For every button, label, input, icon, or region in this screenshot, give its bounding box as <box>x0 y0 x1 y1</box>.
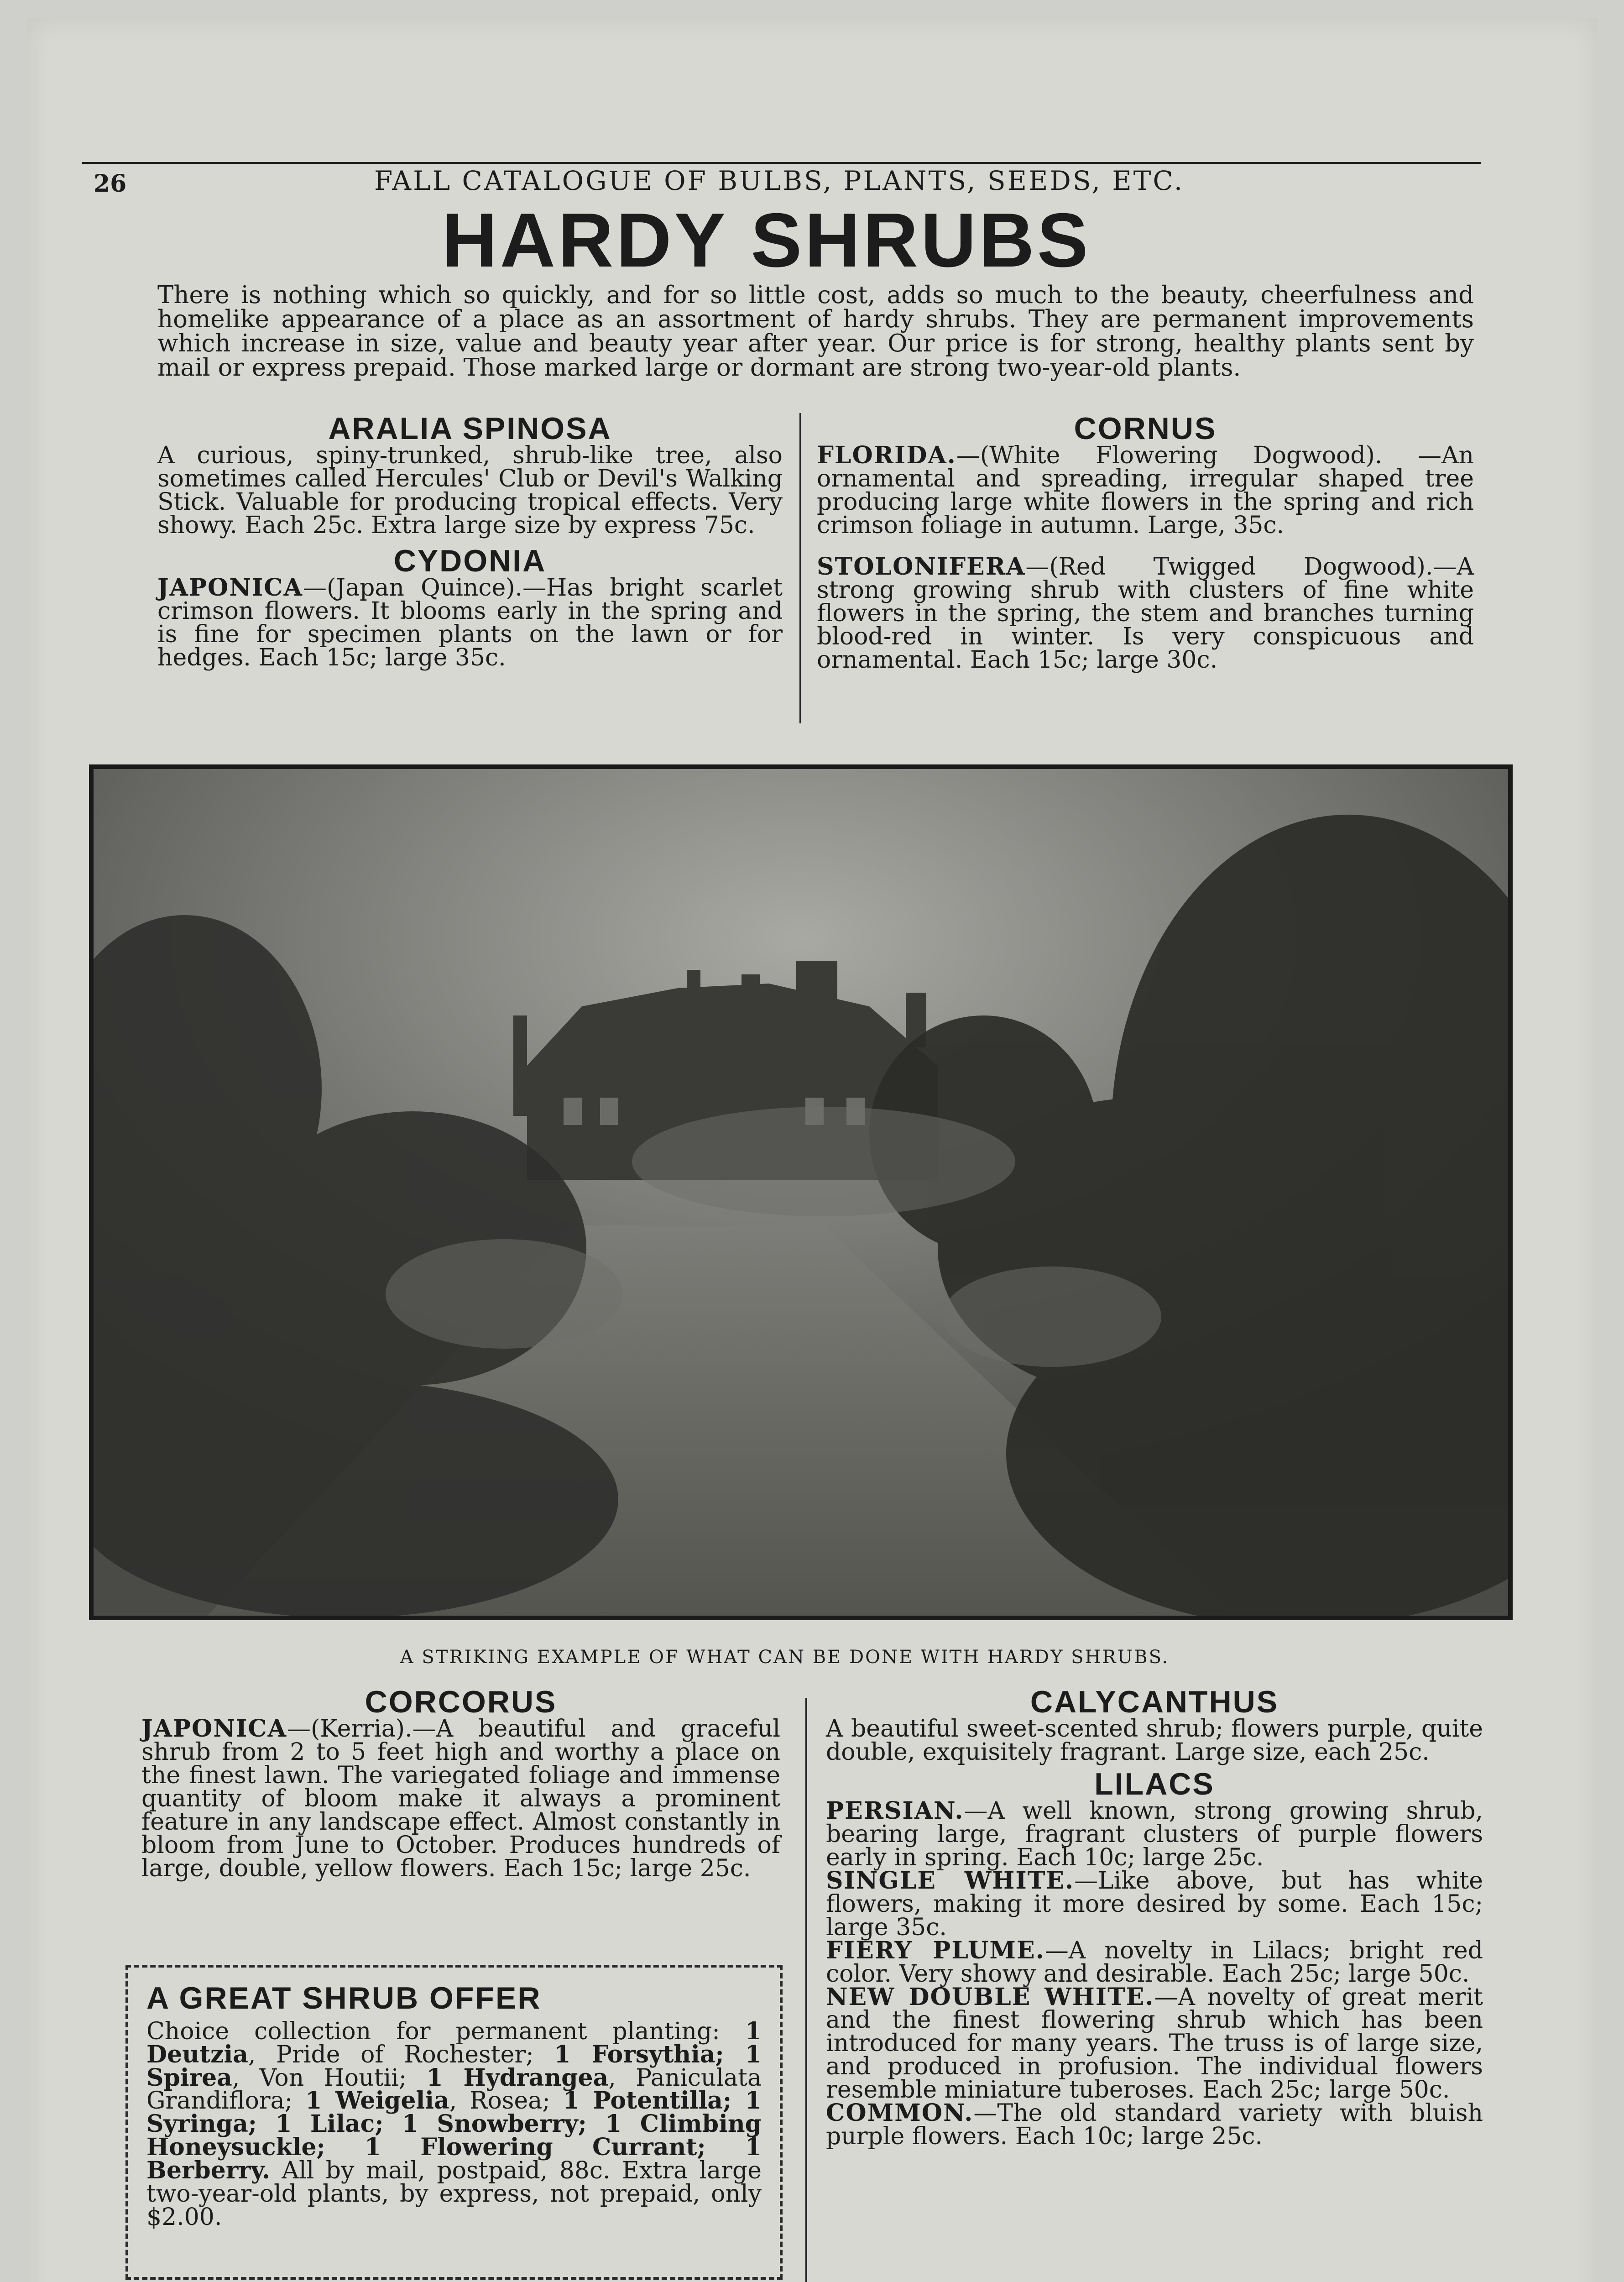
double-white-text: —A novelty of great merit and the finest flowering shrub which has been introduced for many years. The truss is of large size, and produced in profusion. The individual flowers resemble miniature tuberoses. Each 25c; large 50c. <box>826 1983 1483 2104</box>
lilac-fiery-plume-entry <box>826 1936 1483 1988</box>
lilacs-heading: LILACS <box>1094 1766 1215 1801</box>
stolonifera-text: —(Red Twigged Dogwood).—A strong growing shrub with clusters of fine white flowers in the spring, the stem and branches turning blood-red in winter. Is very conspicuous and ornamental. Each 15c; large 30c. <box>817 553 1474 674</box>
corcorus-text: —(Kerria).—A beautiful and graceful shrub from 2 to 5 feet high and worthy a place on the finest lawn. The variegated foliage and immense quantity of bloom make it always a prominent feature in any landscape effect. Almost constantly in bloom from June to October. Produces hundreds of large, double, yellow flowers. Each 15c; large 25c. <box>141 1715 780 1882</box>
stolonifera-name: STOLONIFERA <box>817 552 1026 581</box>
left-bottom-column <box>141 1686 780 1880</box>
bottom-column-divider <box>805 1698 807 2282</box>
offer-text-part: , Paniculata Grandiflora; <box>146 2064 762 2115</box>
offer-item-deutzia: 1 Deutzia <box>146 2017 762 2068</box>
offer-text <box>146 2017 762 2231</box>
lilac-single-white-entry <box>826 1866 1483 1941</box>
top-column-divider <box>799 413 801 723</box>
left-top-column <box>157 413 783 670</box>
persian-name: PERSIAN. <box>826 1796 964 1825</box>
header-rule <box>82 162 1481 164</box>
aralia-heading: ARALIA SPINOSA <box>328 411 612 446</box>
common-name: COMMON. <box>826 2099 974 2127</box>
shrub-offer-box <box>125 1965 783 2280</box>
cornus-stolonifera-entry <box>817 552 1474 674</box>
offer-text-part: All by mail, postpaid, 88c. Extra large two-year-old plants, by express, not prepaid, only $2.00. <box>146 2157 762 2231</box>
single-white-text: —Like above, but has white flowers, making it more desired by some. Each 15c; large 35c. <box>826 1867 1483 1941</box>
offer-text-part: , Von Houtii; <box>232 2064 427 2092</box>
fiery-plume-name: FIERY PLUME. <box>826 1936 1045 1964</box>
garden-scene-illustration <box>94 769 1508 1616</box>
running-title: FALL CATALOGUE OF BULBS, PLANTS, SEEDS, ETC. <box>374 165 1185 196</box>
lilac-common-entry <box>826 2099 1483 2151</box>
calycanthus-text: A beautiful sweet-scented shrub; flowers purple, quite double, exquisitely fragrant. Large size, each 25c. <box>826 1715 1483 1766</box>
photo-caption: A STRIKING EXAMPLE OF WHAT CAN BE DONE WITH HARDY SHRUBS. <box>400 1647 1170 1668</box>
cornus-heading: CORNUS <box>1074 411 1217 446</box>
corcorus-heading: CORCORUS <box>365 1685 557 1719</box>
cornus-florida-entry <box>817 441 1474 539</box>
florida-name: FLORIDA. <box>817 441 956 469</box>
corcorus-entry <box>141 1717 780 1880</box>
double-white-name: NEW DOUBLE WHITE. <box>826 1983 1154 2011</box>
calycanthus-heading: CALYCANTHUS <box>1030 1685 1279 1719</box>
florida-text: —(White Flowering Dogwood). —An ornamental and spreading, irregular shaped tree producing large white flowers in the spring and rich crimson foliage in autumn. Large, 35c. <box>817 442 1474 539</box>
offer-text-part: , Rosea; <box>449 2087 563 2115</box>
offer-item-hydrangea: 1 Hydrangea <box>426 2063 609 2092</box>
fiery-plume-text: —A novelty in Lilacs; bright red color. Very showy and desirable. Each 25c; large 50c. <box>826 1937 1483 1988</box>
cydonia-heading: CYDONIA <box>393 543 547 578</box>
offer-text-part: , Pride of Rochester; <box>248 2041 554 2068</box>
cydonia-entry <box>157 573 783 671</box>
page-number: 26 <box>94 170 127 198</box>
offer-item-weigelia: 1 Weigelia <box>305 2087 449 2115</box>
corcorus-name: JAPONICA <box>141 1715 287 1743</box>
offer-item-forsythia: 1 Forsythia; 1 Spirea <box>146 2040 762 2092</box>
right-bottom-column <box>826 1685 1483 2151</box>
lilac-persian-entry <box>826 1796 1483 1871</box>
persian-text: —A well known, strong growing shrub, bearing large, fragrant clusters of purple flowers early in spring. Each 10c; large 25c. <box>826 1797 1483 1871</box>
offer-heading: A GREAT SHRUB OFFER <box>146 1981 542 2015</box>
offer-items-rest: 1 Potentilla; 1 Syringa; 1 Lilac; 1 Snowberry; 1 Climbing Honeysuckle; 1 Flowering Currant; 1 Berberry. <box>146 2087 762 2185</box>
offer-text-part: Choice collection for permanent planting: <box>146 2017 745 2045</box>
right-top-column <box>817 413 1474 672</box>
lilac-double-white-entry <box>826 1983 1483 2104</box>
cydonia-name: JAPONICA <box>157 573 303 602</box>
garden-photograph <box>89 764 1513 1620</box>
intro-paragraph: There is nothing which so quickly, and for so little cost, adds so much to the beauty, cheerfulness and homelike appearance of a place as an assortment of hardy shrubs. They are permanent improvements which increase in size, value and beauty year after year. Our price is for strong, healthy plants sent by mail or express prepaid. Those marked large or dormant are strong two-year-old plants. <box>157 281 1474 382</box>
aralia-text: A curious, spiny-trunked, shrub-like tree, also sometimes called Hercules' Club or Devil's Walking Stick. Valuable for producing tropical effects. Very showy. Each 25c. Extra large size by express 75c. <box>157 442 783 539</box>
common-text: —The old standard variety with bluish purple flowers. Each 10c; large 25c. <box>826 2099 1483 2151</box>
single-white-name: SINGLE WHITE. <box>826 1866 1075 1895</box>
page-title: HARDY SHRUBS <box>442 197 1091 283</box>
cydonia-text: —(Japan Quince).—Has bright scarlet crimson flowers. It blooms early in the spring and is fine for specimen plants on the lawn or for hedges. Each 15c; large 35c. <box>157 574 783 671</box>
